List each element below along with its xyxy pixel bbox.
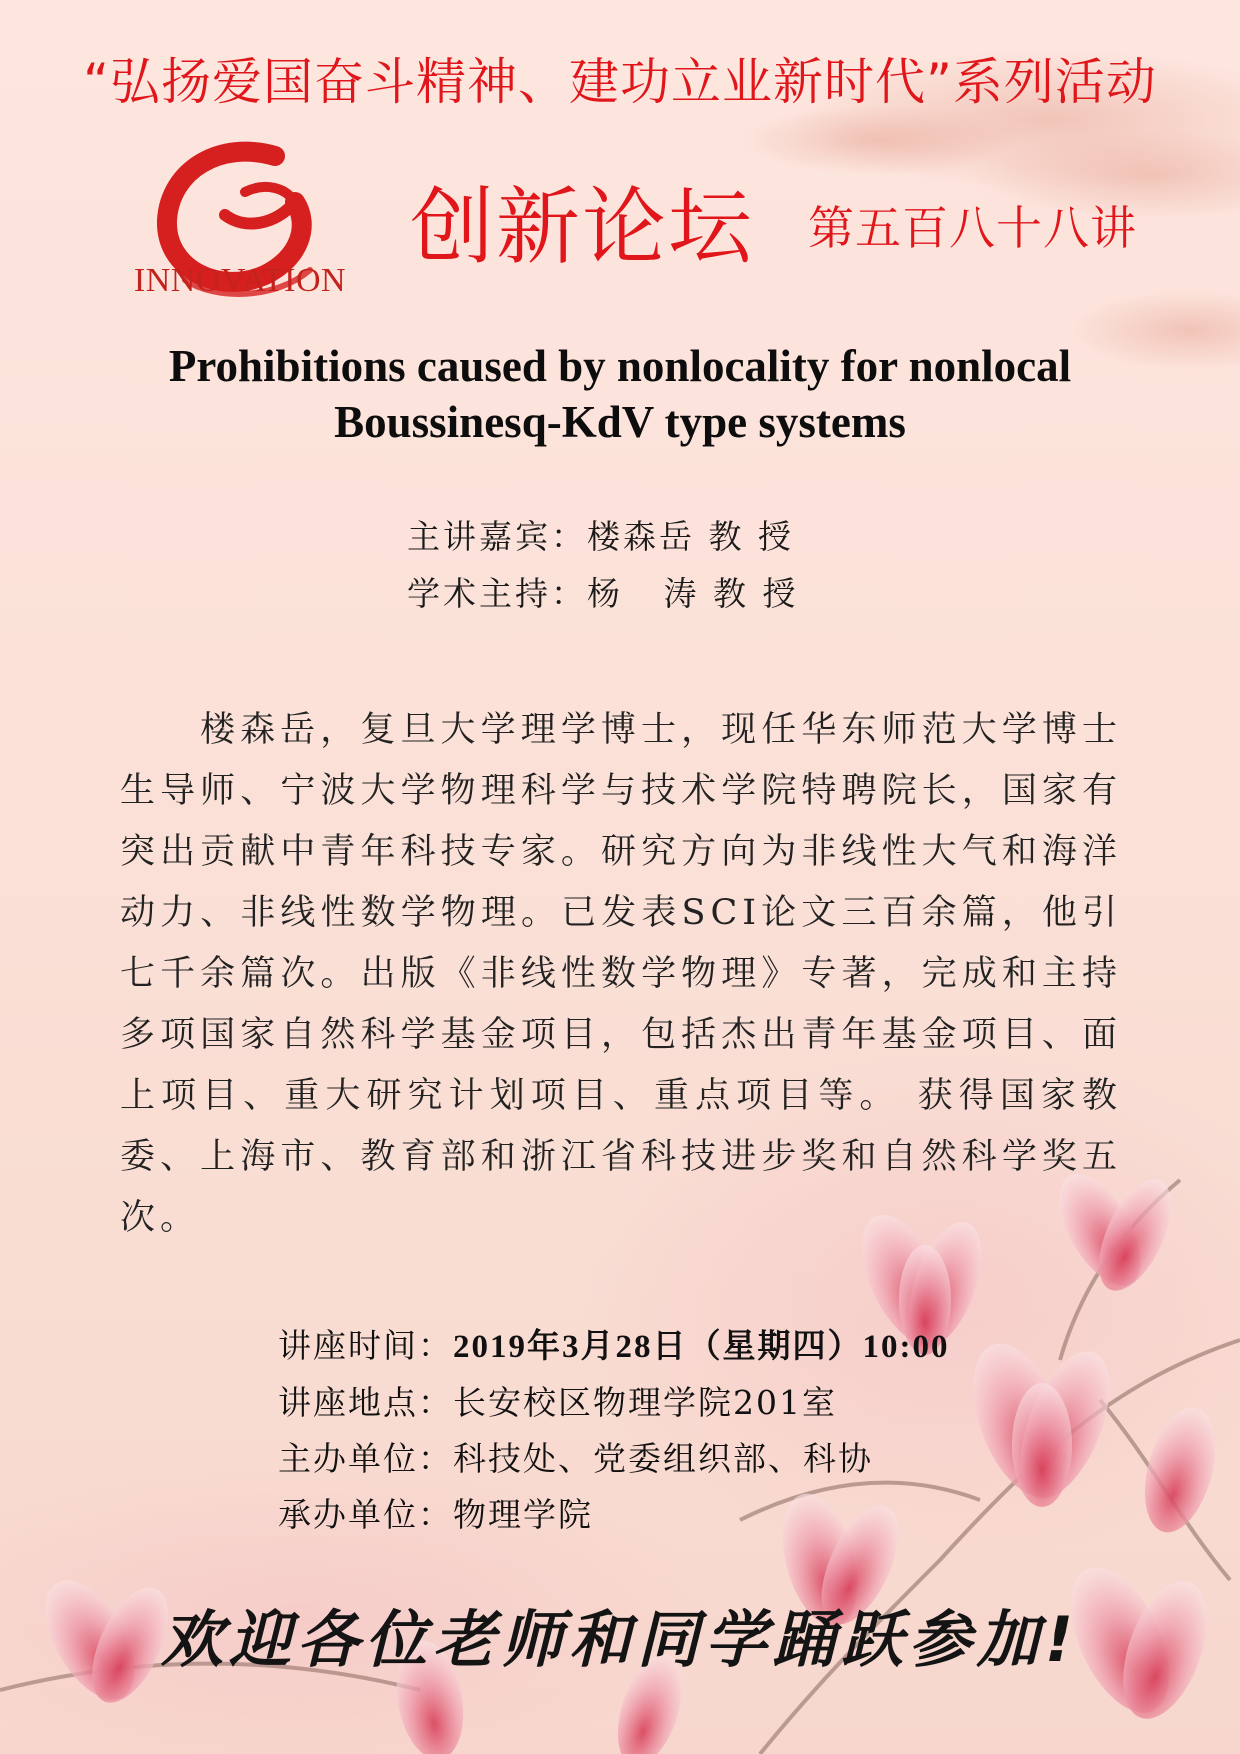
people-block [407,508,798,622]
lecture-info [278,1318,950,1543]
lecture-time-value: 2019年3月28日（星期四）10:00 [453,1329,950,1365]
lecture-time-label: 讲座时间： [278,1326,453,1365]
organizer-label: 承办单位： [278,1495,453,1534]
lecture-place-row [278,1375,950,1431]
speaker-bio: 楼森岳，复旦大学理学博士，现任华东师范大学博士生导师、宁波大学物理科学与技术学院特聘院长，国家有突出贡献中青年科技专家。研究方向为非线性大气和海洋动力、非线性数学物理。已发表SCI论文三百余篇，他引七千余篇次。出版《非线性数学物理》专著，完成和主持多项国家自然科学基金项目，包括杰出青年基金项目、面上项目、重大研究计划项目、重点项目等。 获得国家教委、上海市、教育部和浙江省科技进步奖和自然科学奖五次。 [120,710,1122,1238]
speaker-line: 主讲嘉宾：楼森岳 教 授 [407,517,794,556]
welcome-message: 欢迎各位老师和同学踊跃参加! [160,1603,1080,1676]
lecture-place-value: 长安校区物理学院201室 [453,1383,837,1422]
sponsor-label: 主办单位： [278,1439,453,1478]
talk-title [60,338,1180,450]
organizer-row [278,1487,950,1543]
lecture-time-row [278,1318,950,1375]
series-title: “弘扬爱国奋斗精神、建功立业新时代”系列活动 [83,53,1157,111]
sponsor-value: 科技处、党委组织部、科协 [453,1439,873,1478]
host-line: 学术主持：杨 涛 教 授 [407,574,799,613]
forum-title: 创新论坛 [410,178,755,276]
lecture-number: 第五百八十八讲 [808,201,1137,255]
logo-text: INNOVATION [133,262,347,299]
lecture-place-label: 讲座地点： [278,1383,453,1422]
talk-title-line-1: Prohibitions caused by nonlocality for nonlocal [168,341,1072,391]
talk-title-line-2: Boussinesq-KdV type systems [334,397,906,447]
organizer-value: 物理学院 [453,1495,593,1534]
sponsor-row [278,1431,950,1487]
